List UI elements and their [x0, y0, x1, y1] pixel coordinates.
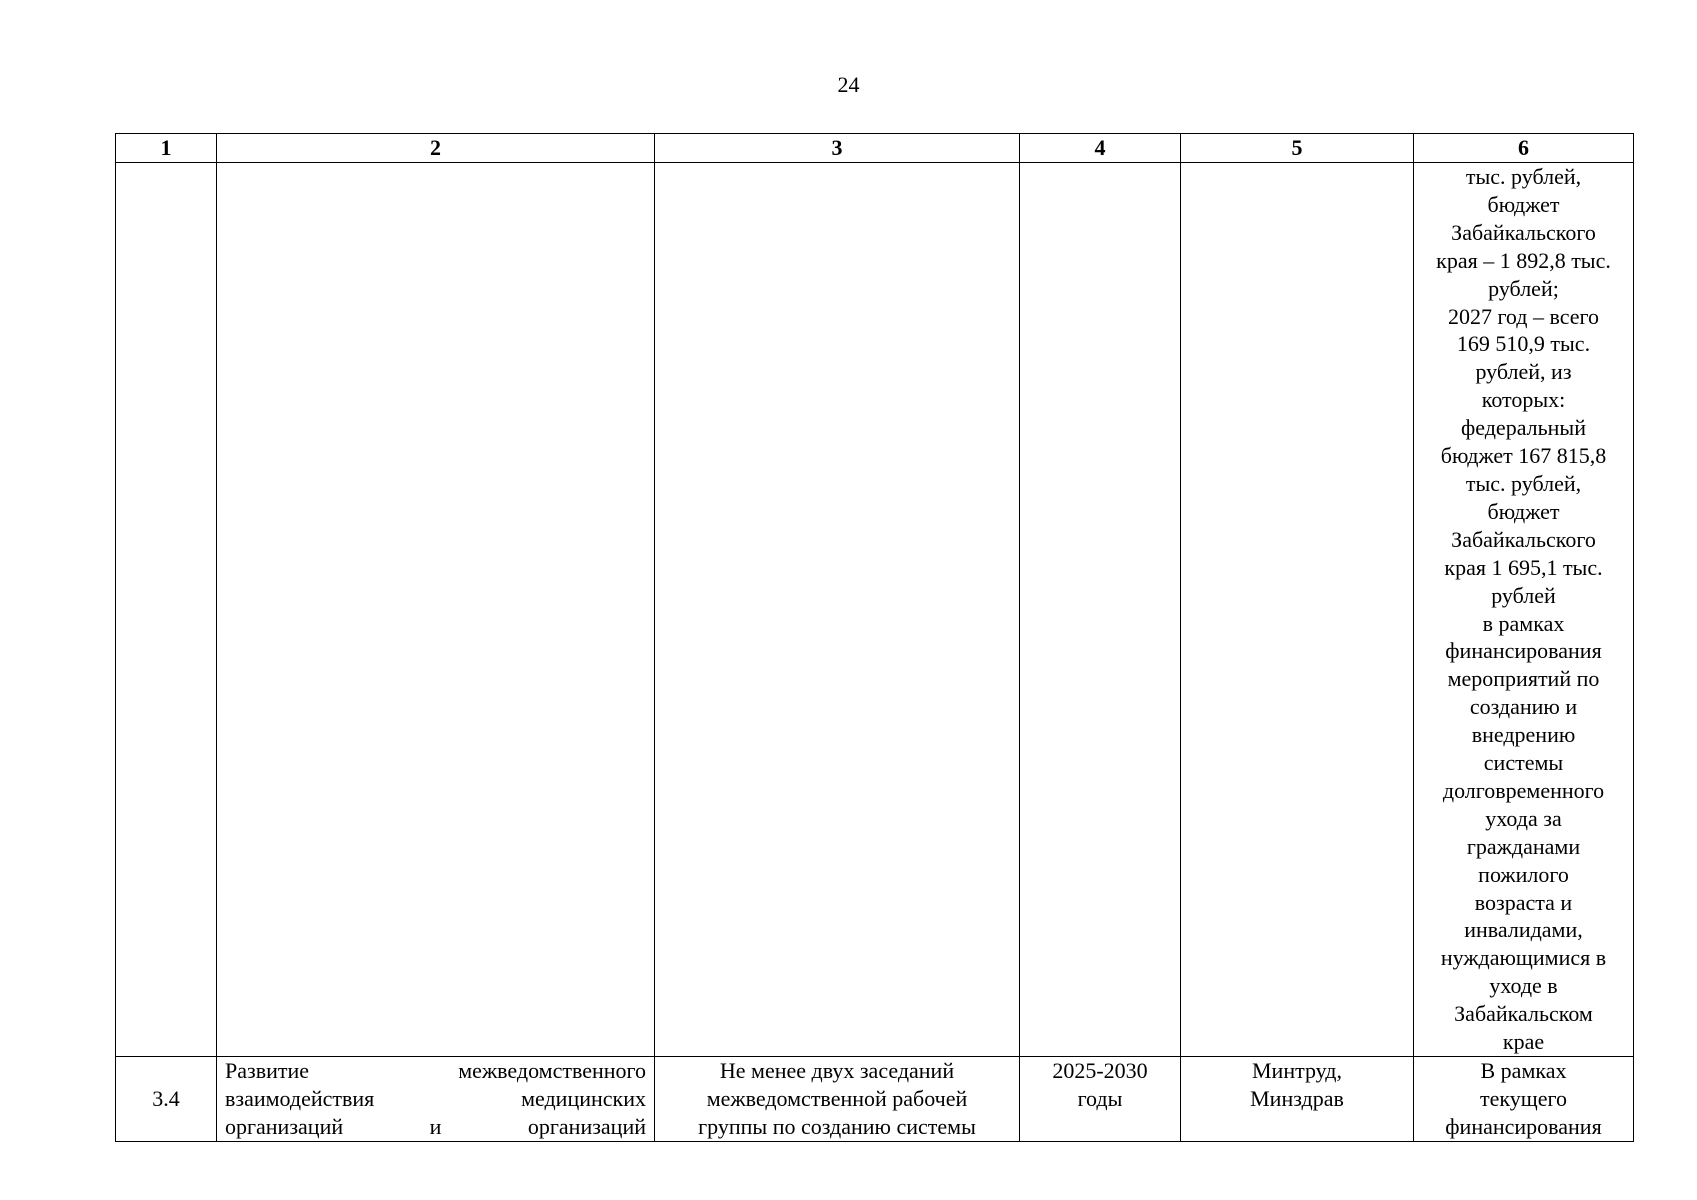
- funding-line: тыс. рублей,: [1465, 470, 1582, 496]
- funding-line: рублей, из: [1475, 359, 1572, 385]
- funding-line: инвалидами,: [1464, 917, 1583, 943]
- period-line: 2025-2030: [1052, 1058, 1148, 1083]
- table-header-row: [116, 134, 1634, 163]
- funding-line: 169 510,9 тыс.: [1456, 331, 1591, 357]
- header-col-1: 1: [116, 134, 217, 163]
- funding-line: гражданами: [1466, 833, 1581, 859]
- funding-source-line: финансирования: [1445, 1114, 1602, 1139]
- cell-col-6-funding-text: [1414, 163, 1634, 1057]
- header-col-6: 6: [1414, 134, 1634, 163]
- executor-line: Минздрав: [1250, 1086, 1344, 1111]
- period: [1020, 1057, 1181, 1142]
- funding-line: внедрению: [1471, 722, 1576, 748]
- funding-line: Забайкальского: [1451, 526, 1596, 552]
- header-col-2: 2: [217, 134, 655, 163]
- funding-line: которых:: [1481, 387, 1566, 413]
- cell-col-4-empty: [1020, 163, 1181, 1057]
- cell-col-2-empty: [217, 163, 655, 1057]
- funding-line: уходе в: [1489, 973, 1558, 999]
- funding-line: нуждающимися в: [1440, 945, 1607, 971]
- funding-line: рублей: [1491, 582, 1556, 608]
- funding-line: пожилого: [1478, 861, 1569, 887]
- responsible-executors: [1181, 1057, 1414, 1142]
- cell-col-1-empty: [116, 163, 217, 1057]
- expected-result: [655, 1057, 1020, 1142]
- result-line: группы по созданию системы: [698, 1114, 976, 1139]
- funding-line: края 1 695,1 тыс.: [1444, 554, 1603, 580]
- funding-line: края – 1 892,8 тыс.: [1436, 247, 1611, 273]
- funding-line: финансирования: [1445, 638, 1602, 664]
- funding-line: Забайкальском: [1454, 1001, 1593, 1027]
- funding-line: Забайкальского: [1451, 219, 1596, 245]
- funding-line: ухода за: [1485, 805, 1562, 831]
- executor-line: Минтруд,: [1251, 1058, 1342, 1083]
- funding-source-line: В рамках: [1480, 1058, 1567, 1083]
- funding-source-line: текущего: [1480, 1086, 1567, 1111]
- funding-line: созданию и: [1469, 694, 1578, 720]
- page-number: 24: [837, 72, 860, 97]
- document-table: [115, 133, 1634, 1142]
- period-line: годы: [1077, 1086, 1123, 1111]
- funding-line: крае: [1502, 1029, 1545, 1055]
- funding-source: [1414, 1057, 1634, 1142]
- table-row-3-4: [116, 1057, 1634, 1142]
- activity-line: организаций и организаций: [225, 1114, 646, 1139]
- result-line: межведомственной рабочей: [706, 1086, 968, 1111]
- activity-line: взаимодействия медицинских: [225, 1086, 646, 1111]
- activity-description: [217, 1057, 655, 1142]
- header-col-4: 4: [1020, 134, 1181, 163]
- funding-line: бюджет 167 815,8: [1440, 443, 1607, 469]
- funding-line: мероприятий по: [1447, 666, 1600, 692]
- funding-line: долговременного: [1442, 777, 1605, 803]
- activity-line: Развитие межведомственного: [225, 1058, 646, 1083]
- funding-line: рублей;: [1488, 275, 1559, 301]
- row-number: 3.4: [116, 1057, 217, 1142]
- cell-col-3-empty: [655, 163, 1020, 1057]
- funding-line: в рамках: [1482, 610, 1565, 636]
- funding-line: бюджет: [1487, 498, 1560, 524]
- funding-line: 2027 год – всего: [1447, 303, 1600, 329]
- funding-line: тыс. рублей,: [1465, 164, 1582, 189]
- result-line: Не менее двух заседаний: [719, 1058, 955, 1083]
- funding-line: системы: [1483, 750, 1564, 776]
- funding-line: федеральный: [1461, 415, 1586, 441]
- table-row-continued: [116, 163, 1634, 1057]
- header-col-3: 3: [655, 134, 1020, 163]
- funding-line: возраста и: [1474, 889, 1573, 915]
- funding-line: бюджет: [1487, 191, 1560, 217]
- header-col-5: 5: [1181, 134, 1414, 163]
- cell-col-5-empty: [1181, 163, 1414, 1057]
